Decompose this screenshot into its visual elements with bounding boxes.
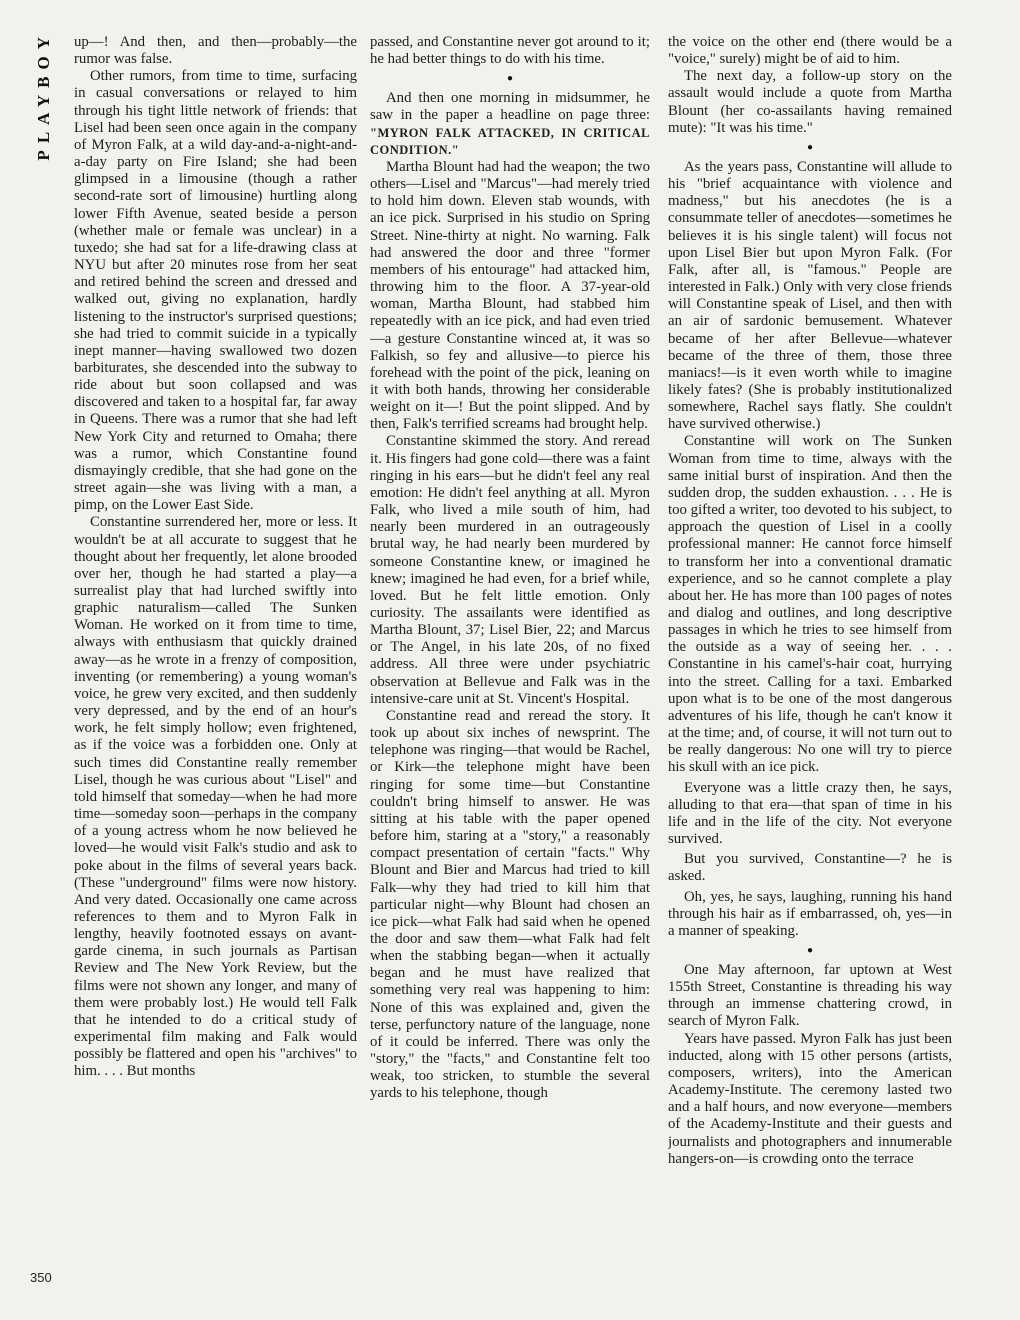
newspaper-headline: "MYRON FALK ATTACKED, IN CRITICAL CONDITION." [370,125,650,157]
paragraph: Oh, yes, he says, laughing, running his hand through his hair as if embarrassed, oh, yes—in a manner of speaking. [668,888,952,939]
text-column-3 [668,34,952,1289]
section-break-bullet: ● [506,73,514,85]
paragraph: Constantine will work on The Sunken Woman from time to time, always with the same initial burst of inspiration. And then the sudden drop, the sudden exhaustion. . . . He is too gifted a writer, too devoted to his subject, to approach the question of Lisel in a coolly professional manner: He cannot force himself to transform her into a conventional dramatic experience, and so he cannot complete a play about her. He has more than 100 pages of notes and dialog and outlines, and long descriptive passages in which he tries to see himself from the outside as a way of seeing her. . . . Constantine in his camel's-hair coat, hurrying into the street. Calling for a taxi. Embarked upon what is to be one of the most dangerous adventures of his life, though he can't know it at the time; and, of course, it will not turn out to be really dangerous: No one will try to pierce his skull with an ice pick. [668,433,952,776]
page-number: 350 [30,1270,52,1285]
section-break-bullet: ● [806,141,814,153]
paragraph: Martha Blount had had the weapon; the two others—Lisel and "Marcus"—had merely tried to hold him down. Eleven stab wounds, with an ice pick. Surprised in his studio on Spring Street. Nine-thirty at night. No warning. Falk had answered the door and three "former members of his entourage" had attacked him, throwing him to the floor. A 37-year-old woman, Martha Blount, had stabbed him repeatedly with an ice pick, and had even tried—a gesture Constantine winced at, it was so Falkish, so fey and allusive—to pierce his forehead with the point of the pick, leaning on it with both hands, throwing her considerable weight on it—! But the point slipped. And by then, Falk's terrified screams had brought help. [370,158,650,433]
paragraph: passed, and Constantine never got around to it; he had better things to do with his time. [370,34,650,68]
paragraph: Everyone was a little crazy then, he says, alluding to that era—that span of time in his life and in the life of the city. Not everyone survived. [668,779,952,848]
paragraph: the voice on the other end (there would be a "voice," surely) might be of aid to him. [668,34,952,68]
paragraph [370,90,650,159]
paragraph: As the years pass, Constantine will allude to his "brief acquaintance with violence and madness," but his anecdotes (he is a consummate teller of anecdotes—sometimes he believes it is his single talent) will focus not upon Lisel Bier but upon Myron Falk. (For Falk, after all, is "famous." People are interested in Falk.) Only with very close friends will Constantine speak of Lisel, and then with an air of sardonic bemusement. Whatever became of her after Bellevue—whatever became of the three of them, those three maniacs!—is it even worth while to imagine likely fates? (She is probably institutionalized somewhere, Rachel says flatly. She couldn't have survived otherwise.) [668,158,952,433]
paragraph: But you survived, Constantine—? he is asked. [668,851,952,885]
paragraph-lead: And then one morning in midsummer, he saw in the paper a headline on page three: [370,90,650,124]
masthead: PLAYBOY [34,30,53,161]
paragraph: Constantine surrendered her, more or less. It wouldn't be at all accurate to suggest that he thought about her frequently, let alone brooded over her, though he had started a play—a surrealist play that had lurched swiftly into graphic naturalism—called The Sunken Woman. He worked on it from time to time, always with enthusiasm that quickly drained away—as he wrote in a frenzy of composition, inventing (or remembering) a young woman's voice, he grew very excited, and then suddenly very depressed, and by the end of an hour's work, he felt simply hollow; even frightened, as if the voice was a forbidden one. Only at such times did Constantine really remember Lisel, though he was curious about "Lisel" and told himself that someday—when he had more time—someday soon—perhaps in the company of a young actress whom he now believed he loved—he would visit Falk's studio and ask to poke about in the films of several years back. (These "underground" films were now history. And very dated. Occasionally one came across references to them and to Myron Falk in lengthy, heavily footnoted essays on avant-garde cinema, in such journals as Partisan Review and The New York Review, but the films were not shown any longer, and many of them were probably lost.) He would tell Falk that he intended to do a critical study of experimental film making and Falk would possibly be flattered and open his "archives" to him. . . . But months [74,514,357,1080]
paragraph: Constantine skimmed the story. And reread it. His fingers had gone cold—there was a faint ringing in his ears—but he didn't feel any real emotion: He didn't feel anything at all. Myron Falk, who lived a mile south of him, had nearly been murdered in an outrageously brutal way, he had nearly been murdered by someone Constantine knew, or imagined he knew; imagined he had even, for a brief while, loved. But he felt little emotion. Only curiosity. The assailants were identified as Martha Blount, 37; Lisel Bier, 22; and Marcus or The Angel, in his late 20s, of no fixed address. All three were under psychiatric observation at Bellevue and Falk was in the intensive-care unit at St. Vincent's Hospital. [370,433,650,707]
paragraph: One May afternoon, far uptown at West 155th Street, Constantine is threading his way through an immense chattering crowd, in search of Myron Falk. [668,961,952,1030]
paragraph: Constantine read and reread the story. It took up about six inches of newsprint. The telephone was ringing—that would be Rachel, or Kirk—the telephone might have been ringing for some time—but Constantine couldn't bring himself to answer. He was sitting at his table with the paper opened before him, staring at a "story," a reasonably compact presentation of certain "facts." Why Blount and Bier and Marcus had tried to kill Falk—why they had tried to kill him that particular night—why Blount had chosen an ice pick—what Falk had said when he opened the door and saw them—what Falk had felt when the stabbing began—when it actually began and he must have realized that something very real was happening to him: None of this was explained and, given the terse, perfunctory nature of the language, none of it could be inferred. There was only the "story," the "facts," and Constantine felt too weak, too stricken, to stumble the several yards to his telephone, though [370,707,650,1102]
paragraph: The next day, a follow-up story on the assault would include a quote from Martha Blount (her co-assailants having remained mute): "It was his time." [668,68,952,136]
paragraph: up—! And then, and then—probably—the rumor was false. [74,34,357,68]
text-column-1 [74,34,357,1289]
paragraph: Years have passed. Myron Falk has just been inducted, along with 15 other persons (artists, composers, writers), into the American Academy-Institute. The ceremony lasted two and a half hours, and now everyone—members of the Academy-Institute and their guests and journalists and photographers and innumerable hangers-on—is crowding onto the terrace [668,1030,952,1167]
paragraph: Other rumors, from time to time, surfacing in casual conversations or relayed to him through his tight little network of friends: that Lisel had been seen once again in the company of Myron Falk, at a wild day-and-a-night-and-a-day party on Fire Island; she had been glimpsed in a limousine (though a rather second-rate sort of limousine) hurtling along lower Fifth Avenue, seated beside a person (whether male or female was unclear) in a tuxedo; she had sat for a life-drawing class at NYU but after 20 minutes rose from her seat and retired behind the screen and dressed and walked out, giving no explanation, hardly listening to the instructor's surprised questions; she had tried to commit suicide in a typically inept manner—having swallowed two dozen barbiturates, she descended into the subway to ride about but soon collapsed and was discovered and taken to a hospital far, far away in Queens. There was a rumor that she had left New York City and returned to Omaha; there was a rumor, which Constantine found dismayingly credible, that she had gone on the street again—she was living with a man, a pimp, on the Lower East Side. [74,68,357,514]
section-break-bullet: ● [806,944,814,956]
text-column-2 [370,34,650,1289]
